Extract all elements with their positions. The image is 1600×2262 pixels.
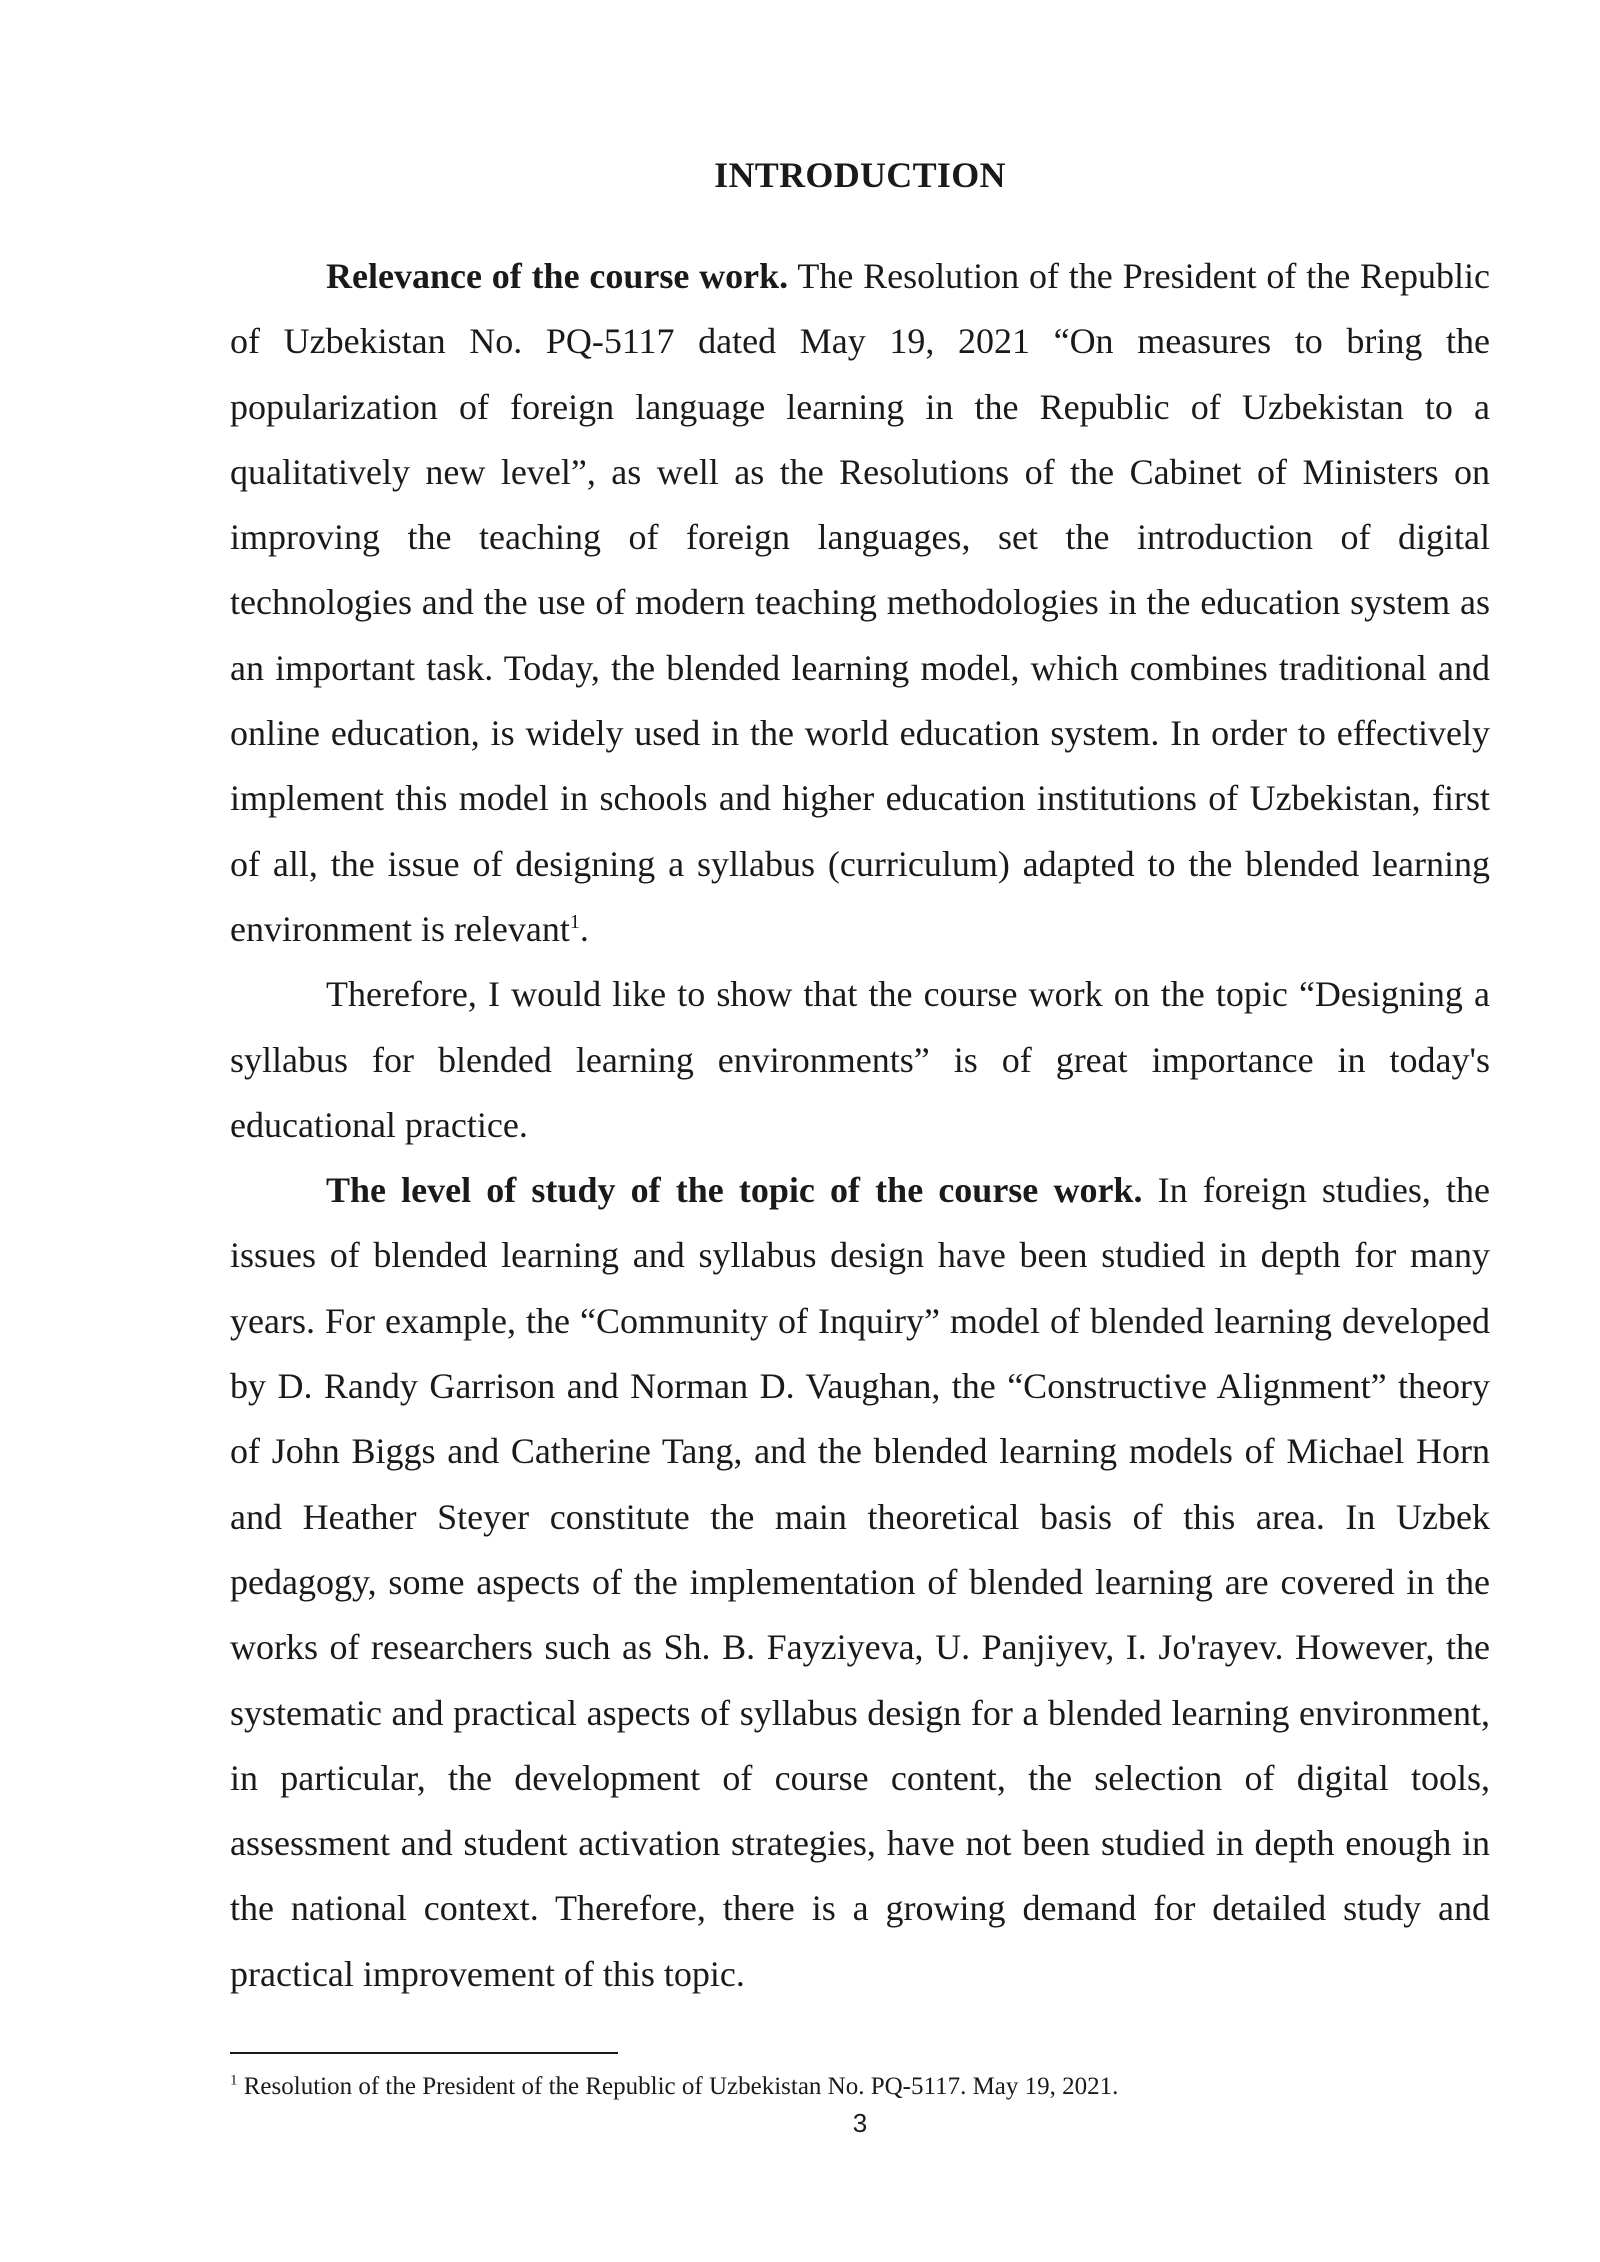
paragraph-relevance xyxy=(230,244,1490,962)
footnote-divider xyxy=(230,2052,618,2054)
body-text xyxy=(230,244,1490,2007)
footnote-marker: 1 xyxy=(230,2072,238,2089)
footnote xyxy=(230,2070,1490,2104)
page-number: 3 xyxy=(852,2108,868,2138)
footnote-text: Resolution of the President of the Republic of Uzbekistan No. PQ-5117. May 19, 2021. xyxy=(237,2073,1119,2100)
paragraph-lead: The level of study of the topic of the course work. xyxy=(326,1170,1143,1211)
paragraph-lead: Relevance of the course work. xyxy=(326,256,789,296)
paragraph-level-of-study xyxy=(230,1158,1490,2007)
paragraph-importance xyxy=(230,962,1490,1158)
paragraph-text: The Resolution of the President of the Republic of Uzbekistan No. PQ-5117 dated May 19, 2021 “On measures to bring the popularization of foreign language learning in the Republic of Uzbekistan to a qualitatively new level”, as well as the Resolutions of the Cabinet of Ministers on improving the teaching of foreign languages, set the introduction of digital technologies and the use of modern teaching methodologies in the education system as an important task. Today, the blended learning model, which combines traditional and online education, is widely used in the world education system. In order to effectively implement this model in schools and higher education institutions of Uzbekistan, first of all, the issue of designing a syllabus (curriculum) adapted to the blended learning environment is relevant xyxy=(230,256,1490,949)
section-heading: INTRODUCTION xyxy=(714,155,1006,195)
paragraph-tail: . xyxy=(579,908,589,949)
paragraph-text: In foreign studies, the issues of blended learning and syllabus design have been studied in depth for many years. For example, the “Community of Inquiry” model of blended learning developed by D. Randy Garrison and Norman D. Vaughan, the “Constructive Alignment” theory of John Biggs and Catherine Tang, and the blended learning models of Michael Horn and Heather Steyer constitute the main theoretical basis of this area. In Uzbek pedagogy, some aspects of the implementation of blended learning are covered in the works of researchers such as Sh. B. Fayziyeva, U. Panjiyev, I. Jo'rayev. However, the systematic and practical aspects of syllabus design for a blended learning environment, in particular, the development of course content, the selection of digital tools, assessment and student activation strategies, have not been studied in depth enough in the national context. Therefore, there is a growing demand for detailed study and practical improvement of this topic. xyxy=(230,1170,1490,1994)
footnote-reference[interactable]: 1 xyxy=(569,910,580,933)
paragraph-text: Therefore, I would like to show that the course work on the topic “Designing a syllabus for blended learning environments” is of great importance in today's educational practice. xyxy=(230,974,1490,1145)
